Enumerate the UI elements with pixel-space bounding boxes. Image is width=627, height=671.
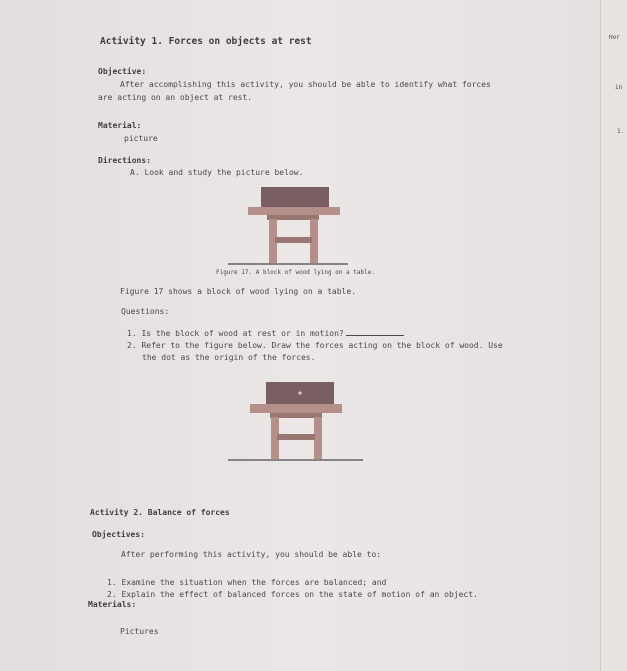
objective-line2: are acting on an object at rest.	[98, 93, 253, 102]
wood-block	[261, 187, 329, 207]
force-origin-dot	[298, 391, 301, 394]
table-shelf	[275, 237, 312, 243]
questions-heading: Questions:	[121, 307, 170, 316]
objective-heading: Objective:	[98, 67, 147, 76]
material-heading: Material:	[98, 121, 142, 130]
answer-blank[interactable]	[346, 328, 404, 336]
materials-value: Pictures	[120, 627, 159, 636]
adjacent-page-edge	[600, 0, 627, 671]
question-1: 1. Is the block of wood at rest or in motion?	[127, 328, 404, 338]
figure-caption: Figure 17. A block of wood lying on a table.	[216, 269, 375, 276]
margin-text-num: 1.	[617, 128, 625, 135]
table-shelf	[277, 434, 315, 440]
figure-description: Figure 17 shows a block of wood lying on a table.	[120, 287, 357, 296]
activity2-title: Activity 2. Balance of forces	[90, 508, 230, 517]
objectives-heading: Objectives:	[92, 530, 145, 539]
margin-text-top: Hor	[609, 34, 620, 41]
objective-1: 1. Examine the situation when the forces are balanced; and	[107, 578, 387, 587]
table-leg-right	[314, 417, 322, 459]
objective-line1: After accomplishing this activity, you should be able to identify what forces	[120, 80, 491, 89]
table-top	[250, 404, 342, 413]
objectives-intro: After performing this activity, you should be able to:	[121, 550, 382, 559]
table-top	[248, 207, 340, 215]
question-2-line2: the dot as the origin of the forces.	[142, 353, 316, 362]
directions-heading: Directions:	[98, 156, 151, 165]
figure-17-table-illustration	[228, 185, 368, 271]
material-value: picture	[124, 134, 158, 143]
activity1-title: Activity 1. Forces on objects at rest	[100, 36, 312, 47]
direction-a: A. Look and study the picture below.	[130, 168, 304, 177]
question-2-table-illustration	[228, 380, 368, 466]
margin-text-mid: in	[615, 84, 623, 91]
materials-heading: Materials:	[88, 600, 137, 609]
objective-2: 2. Explain the effect of balanced forces on the state of motion of an object.	[107, 590, 478, 599]
question-2-line1: 2. Refer to the figure below. Draw the forces acting on the block of wood. Use	[127, 341, 503, 350]
